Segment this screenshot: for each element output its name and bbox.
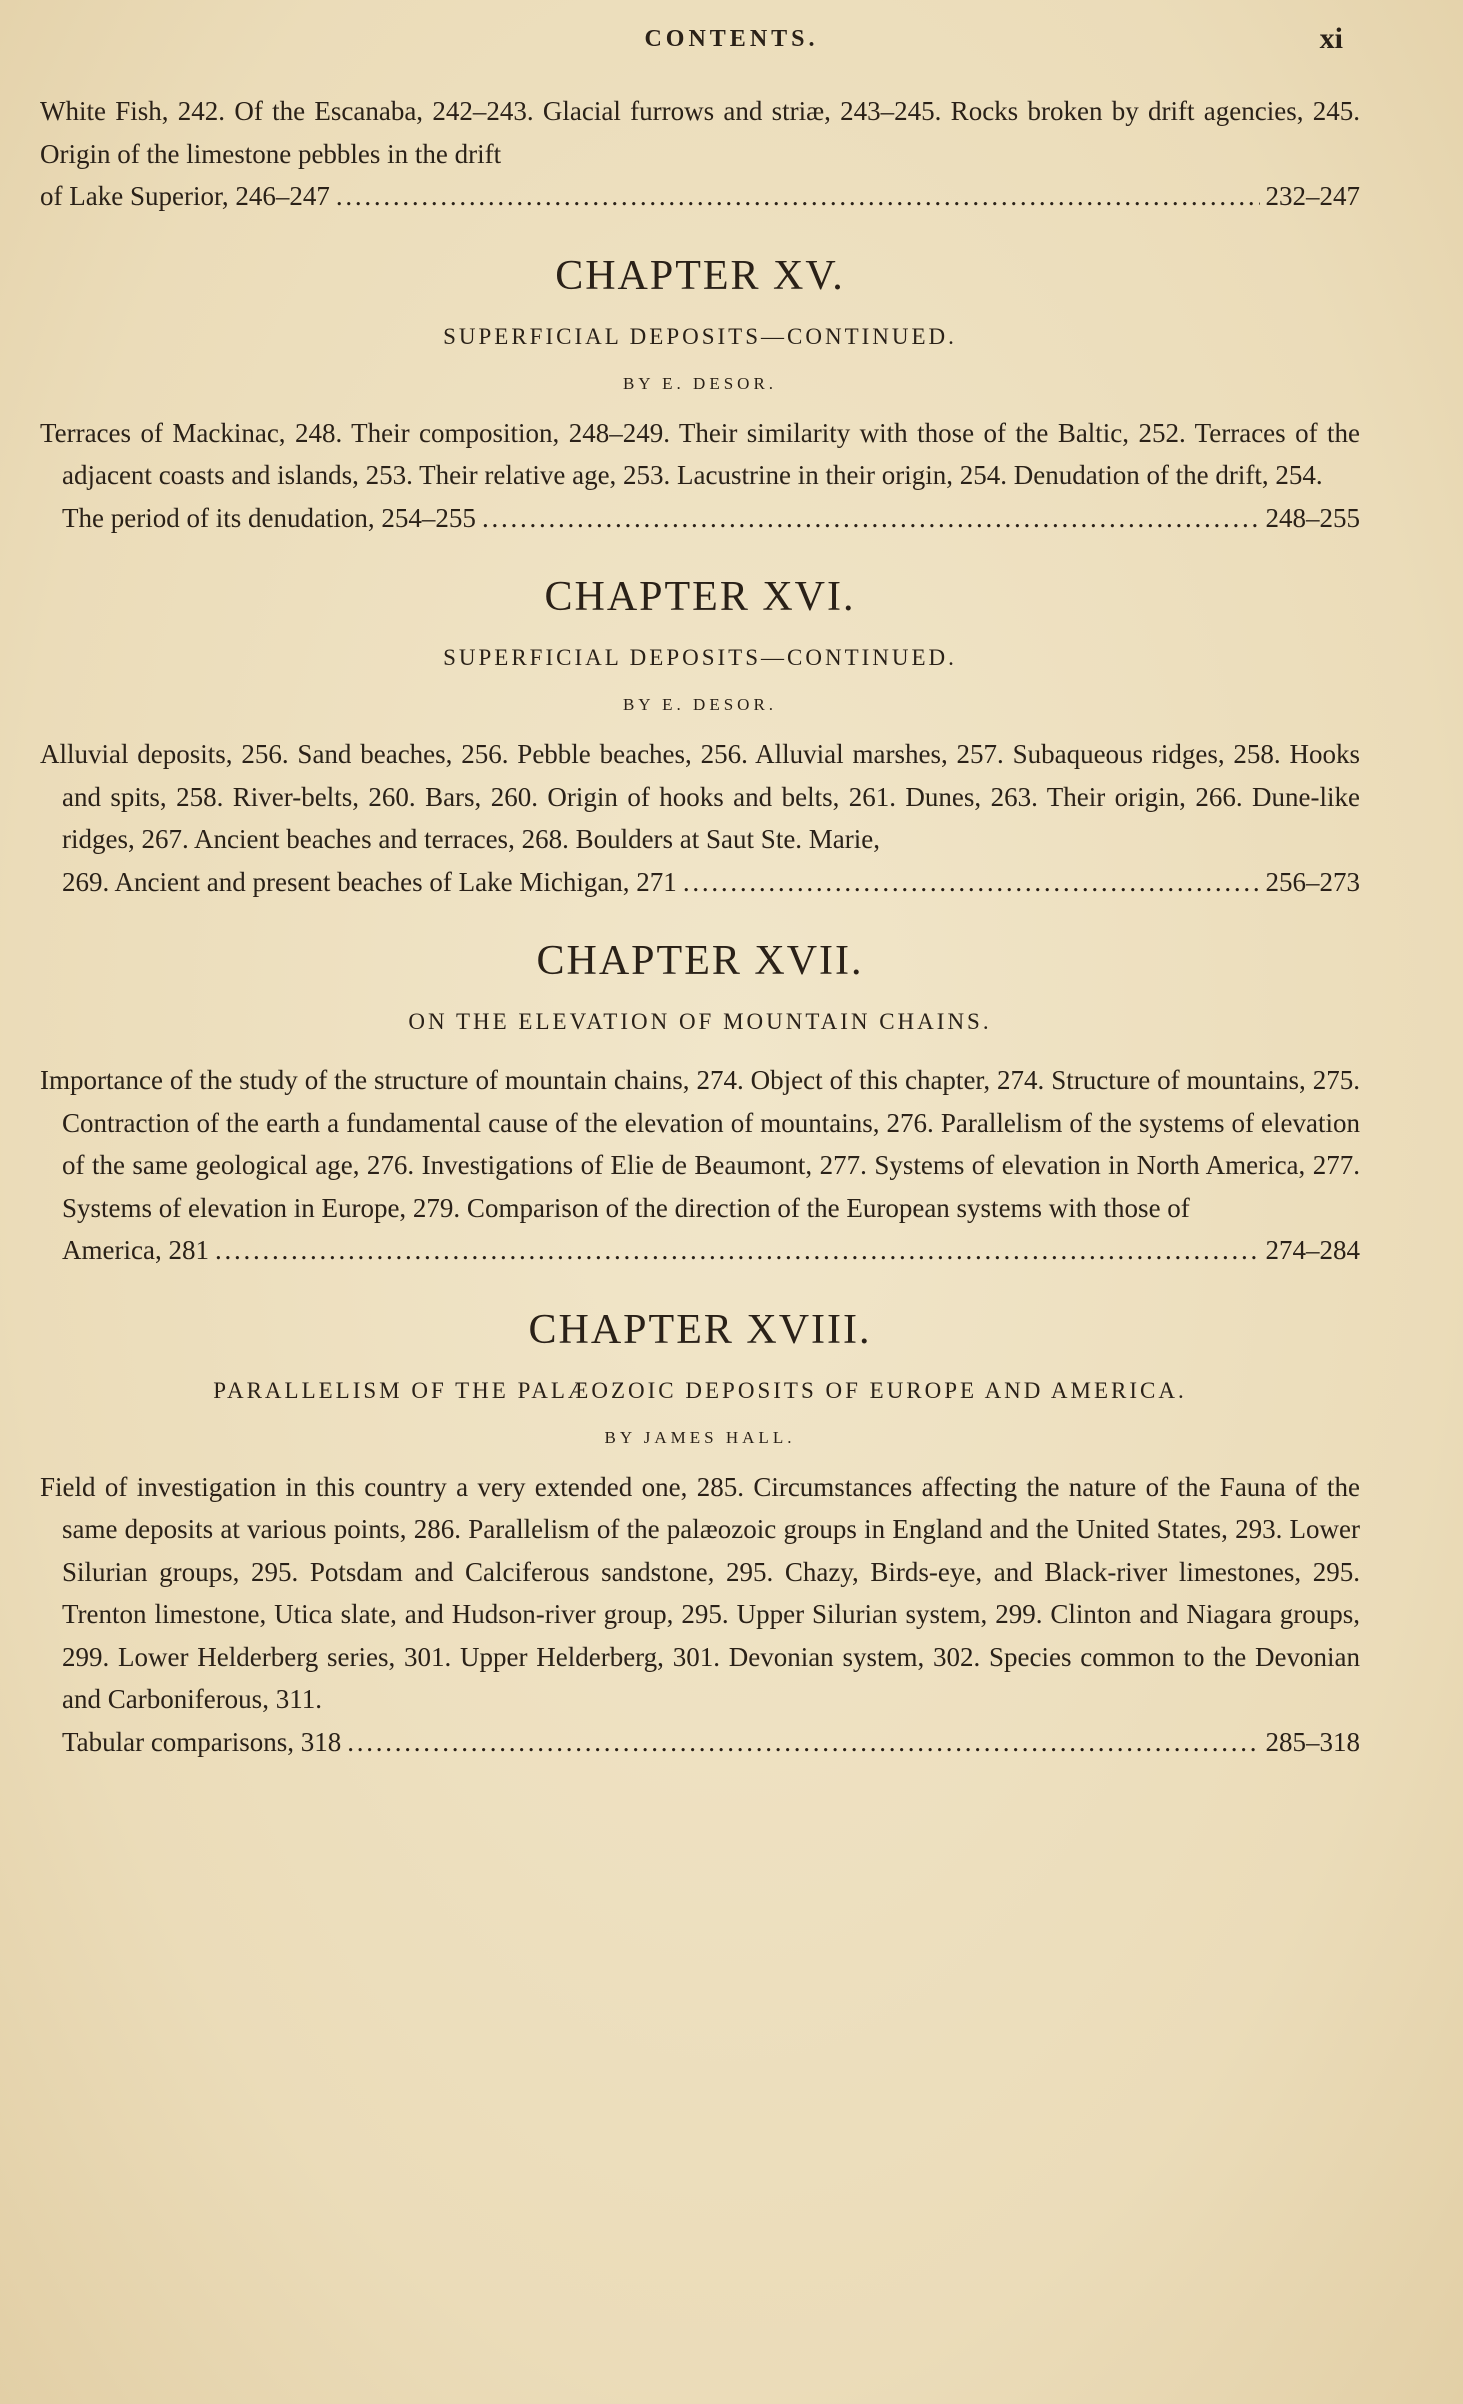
chapter-summary [40, 733, 1360, 861]
entry-text: Alluvial deposits, 256. Sand beaches, 256. Pebble beaches, 256. Alluvial marshes, 257. Subaqueous ridges, 258. Hooks and spits, 258. River-belts, 260. Bars, 260. Origin of hooks and belts, 261. Dunes, 263. Their origin, 266. Dune-like ridges, 267. Ancient beaches and terraces, 268. Boulders at Saut Ste. Marie, [40, 739, 1360, 854]
running-head-title: CONTENTS. [644, 26, 819, 52]
dot-leader [683, 861, 1260, 904]
dot-leader [347, 1721, 1259, 1764]
chapter-summary [40, 1466, 1360, 1721]
chapter-section-xviii [40, 1306, 1360, 1764]
contents-entry-continued [40, 90, 1360, 175]
entry-last-line [40, 497, 1360, 540]
entry-last-line [40, 861, 1360, 904]
contents-body [40, 90, 1360, 1763]
entry-text: Importance of the study of the structure of mountain chains, 274. Object of this chapter, 274. Structure of mountains, 275. Contraction of the earth a fundamental cause of the elevation of mountains, 276. Parallelism of the systems of elevation of the same geological age, 276. Investigations of Elie de Beaumont, 277. Systems of elevation in North America, 277. Systems of elevation in Europe, 279. Comparison of the direction of the European systems with those of [40, 1065, 1360, 1223]
chapter-subtitle: ON THE ELEVATION OF MOUNTAIN CHAINS. [408, 1009, 992, 1034]
chapter-section-xvii [40, 937, 1360, 1272]
page-range: 274–284 [1265, 1235, 1360, 1265]
chapter-author: BY E. DESOR. [622, 695, 778, 714]
chapter-heading: CHAPTER XVIII. [528, 1306, 872, 1353]
dot-leader [336, 175, 1260, 218]
page-number: xi [1319, 22, 1343, 55]
page-range: 248–255 [1265, 502, 1360, 533]
chapter-subtitle: SUPERFICIAL DEPOSITS—CONTINUED. [443, 323, 957, 349]
entry-last-line [40, 175, 1360, 218]
entry-last-line [40, 1229, 1360, 1272]
entry-last-text: 269. Ancient and present beaches of Lake Michigan, 271 [62, 866, 677, 897]
dot-leader [215, 1229, 1260, 1272]
chapter-author: BY JAMES HALL. [604, 1427, 796, 1447]
page-range: 256–273 [1265, 866, 1360, 897]
running-head [0, 22, 1463, 62]
chapter-subtitle: SUPERFICIAL DEPOSITS—CONTINUED. [443, 645, 957, 670]
dot-leader [482, 497, 1260, 540]
page-range: 232–247 [1265, 181, 1360, 211]
entry-last-line [40, 1721, 1360, 1764]
entry-last-text: of Lake Superior, 246–247 [40, 181, 330, 211]
chapter-subtitle: PARALLELISM OF THE PALÆOZOIC DEPOSITS OF EUROPE AND AMERICA. [213, 1377, 1187, 1403]
chapter-heading: CHAPTER XV. [555, 252, 845, 299]
page-range: 285–318 [1265, 1726, 1360, 1757]
entry-last-text: Tabular comparisons, 318 [62, 1726, 342, 1757]
entry-text: White Fish, 242. Of the Escanaba, 242–243. Glacial furrows and striæ, 243–245. Rocks broken by drift agencies, 245. Origin of the limestone pebbles in the drift [40, 96, 1360, 169]
chapter-summary [40, 1059, 1360, 1229]
chapter-heading: CHAPTER XVI. [544, 574, 856, 620]
chapter-author: BY E. DESOR. [622, 373, 778, 393]
chapter-section-xvi [40, 573, 1360, 903]
entry-text: Field of investigation in this country a very extended one, 285. Circumstances affecting the nature of the Fauna of the same deposits at various points, 286. Parallelism of the palæozoic groups in England and the United States, 293. Lower Silurian groups, 295. Potsdam and Calciferous sandstone, 295. Chazy, Birds-eye, and Black-river limestones, 295. Trenton limestone, Utica slate, and Hudson-river group, 295. Upper Silurian system, 299. Clinton and Niagara groups, 299. Lower Helderberg series, 301. Upper Helderberg, 301. Devonian system, 302. Species common to the Devonian and Carboniferous, 311. [40, 1471, 1360, 1714]
entry-last-text: America, 281 [62, 1235, 209, 1265]
chapter-heading: CHAPTER XVII. [536, 938, 864, 984]
chapter-summary [40, 412, 1360, 497]
chapter-section-xv [40, 252, 1360, 540]
entry-last-text: The period of its denudation, 254–255 [62, 502, 476, 533]
entry-text: Terraces of Mackinac, 248. Their composition, 248–249. Their similarity with those of the Baltic, 252. Terraces of the adjacent coasts and islands, 253. Their relative age, 253. Lacustrine in their origin, 254. Denudation of the drift, 254. [40, 417, 1360, 490]
